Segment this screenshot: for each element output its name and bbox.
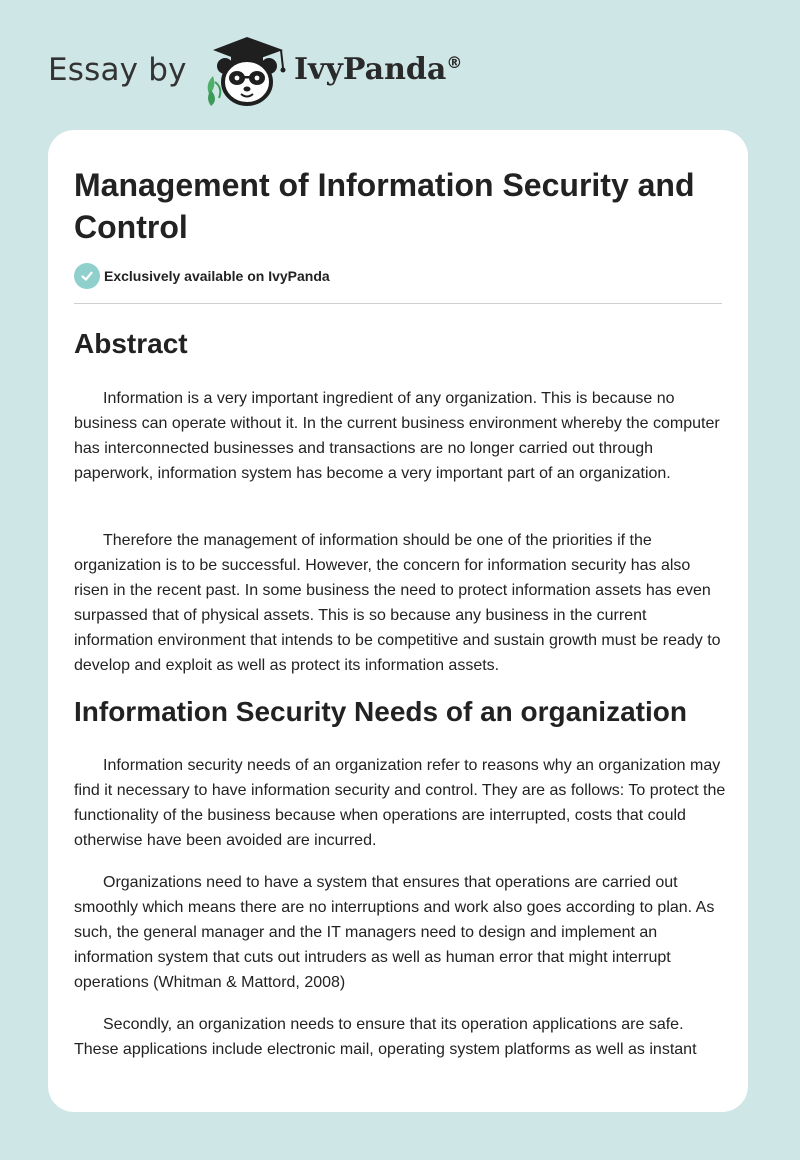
brand-name[interactable]	[294, 52, 462, 87]
paragraph: Therefore the management of information should be one of the priorities if the organization is to be successful. However, the concern for information security has also risen in the recent past. In some business the need to protect information assets has even surpassed that of physical assets. This is so because any business in the current information environment that intends to be competitive and sustain growth must be ready to develop and exploit as well as protect its information assets.	[74, 532, 721, 674]
badge-text: Exclusively available on IvyPanda	[104, 268, 330, 284]
divider	[74, 303, 722, 304]
page-title: Management of Information Security and Control	[74, 167, 695, 245]
brand-name-text: IvyPanda	[294, 52, 447, 87]
section-heading-security-needs: Information Security Needs of an organization	[74, 696, 687, 727]
brand-header	[48, 34, 488, 114]
ivypanda-logo-icon[interactable]	[203, 34, 291, 110]
essay-card	[48, 130, 748, 1112]
paragraph: Information security needs of an organization refer to reasons why an organization may find it necessary to have information security and control. They are as follows: To protect the functionality of the business because when operations are interrupted, costs that could otherwise have been avoided are incurred.	[74, 757, 726, 849]
section-heading-abstract: Abstract	[74, 328, 188, 359]
registered-mark: ®	[446, 53, 463, 72]
paragraph: Information is a very important ingredient of any organization. This is because no business can operate without it. In the current business environment whereby the computer has interconnected businesses and transactions are no longer carried out through paperwork, information system has become a very important part of an organization.	[74, 390, 720, 482]
paragraph: Secondly, an organization needs to ensure that its operation applications are safe. These applications include electronic mail, operating system platforms as well as instant	[74, 1016, 697, 1058]
exclusive-badge	[74, 263, 330, 289]
brand-prefix: Essay by	[48, 52, 187, 88]
check-circle-icon	[74, 263, 100, 289]
paragraph: Organizations need to have a system that ensures that operations are carried out smoothly which means there are no interruptions and work also goes according to plan. As such, the general manager and the IT managers need to design and implement an information system that cuts out intruders as well as human error that might interrupt operations (Whitman & Mattord, 2008)	[74, 874, 715, 991]
